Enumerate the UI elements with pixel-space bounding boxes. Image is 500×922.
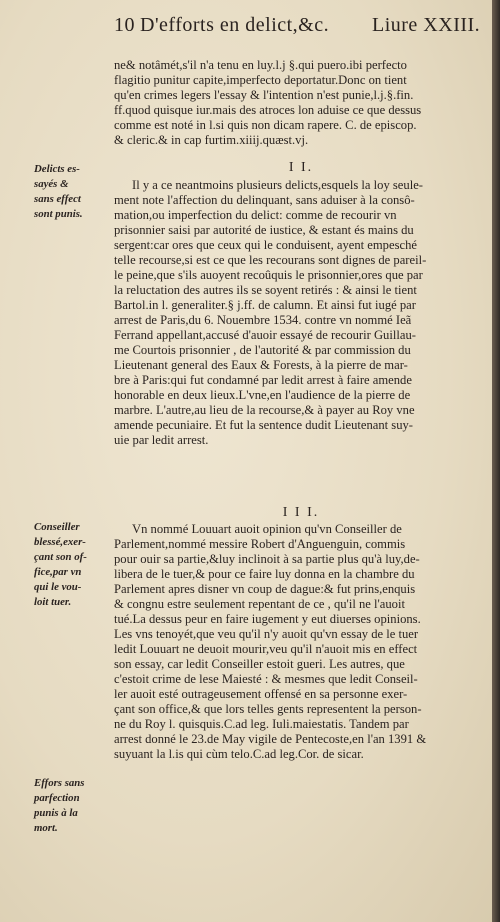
text-line: uie par ledit arrest. (114, 433, 209, 447)
text-line: arrest donné le 23.de May vigile de Pentecoste,en l'an 1391 & (114, 732, 427, 746)
text-line: la reluctation des autres ils se soyent retirés : & ainsi le tient (114, 283, 417, 297)
text-line: flagitio punitur capite,imperfecto deportatur.Donc on tient (114, 73, 407, 87)
text-line: ff.quod quisque iur.mais des atroces lon aduise ce que dessus (114, 103, 422, 117)
text-line: suyuant la l.is qui cùm telo.C.ad leg.Cor. de sicar. (114, 747, 364, 761)
text-line: ne& notâmét,s'il n'a tenu en luy.l.j §.qui puero.ibi perfecto (114, 58, 407, 72)
text-line: arrest de Paris,du 6. Nouembre 1534. contre vn nommé Ieã (114, 313, 412, 327)
text-line: le peine,que s'ils auoyent recoûquis le prisonnier,ores que par (114, 268, 423, 282)
text-line: Il y a ce neantmoins plusieurs delicts,esquels la loy seule- (132, 178, 423, 192)
margin-note-line: loit tuer. (34, 596, 72, 608)
book-label: Liure XXIII. (372, 14, 481, 36)
margin-note-line: fice,par vn (34, 566, 82, 578)
text-line: pour ouir sa partie,&luy inclinoit à sa partie plus qu'à luy,de- (114, 552, 420, 566)
section-iii-paragraph (114, 522, 488, 762)
text-line: honorable en deux lieux.L'vne,en l'audience de la pierre de (114, 388, 411, 402)
margin-note-line: blessé,exer- (34, 536, 86, 548)
continuation-paragraph (114, 58, 488, 148)
page-number: 10 (114, 14, 135, 36)
text-line: c'estoit crime de lese Maiesté : & mesmes que ledit Conseil- (114, 672, 418, 686)
text-line: Bartol.in l. generaliter.§ j.ff. de calumn. Et ainsi fut iugé par (114, 298, 416, 312)
margin-note-line: Delicts es- (34, 163, 80, 175)
text-line: bre à Paris:qui fut condamné par ledit arrest à faire amende (114, 373, 412, 387)
margin-note-line: Conseiller (34, 521, 80, 533)
text-line: & congnu estre seulement repentant de ce , qu'il ne l'auoit (114, 597, 405, 611)
text-line: Lieutenant general des Eaux & Forests, à la pierre de mar- (114, 358, 408, 372)
section-ii-paragraph (114, 178, 488, 448)
text-line: marbre. L'autre,au lieu de la recourse,& à payer au Roy vne (114, 403, 415, 417)
margin-note-line: punis à la (34, 807, 78, 819)
text-line: Parlement,nommé messire Robert d'Anguenguin, commis (114, 537, 406, 551)
running-title: D'efforts en delict,&c. (140, 14, 330, 36)
text-line: sergent:car ores que ceux qui le conduisent, ayent empesché (114, 238, 417, 252)
text-line: & cleric.& in cap furtim.xiiij.quæst.vj. (114, 133, 309, 147)
text-line: ledit Louuart ne deuoit mourir,veu qu'il n'auoit mis en effect (114, 642, 418, 656)
section-heading-ii: I I. (288, 160, 314, 175)
margin-note-line: mort. (34, 822, 58, 834)
text-line: qu'en crimes legers l'essay & l'intention n'est punie,l.j.§.fin. (114, 88, 414, 102)
margin-note-line: sont punis. (34, 208, 83, 220)
text-line: comme est noté in l.si quis non dicam rapere. C. de episcop. (114, 118, 417, 132)
margin-note-delicts (34, 162, 112, 222)
text-line: ne du Roy l. quisquis.C.ad leg. Iuli.maiestatis. Tandem par (114, 717, 409, 731)
text-line: me Courtois prisonnier , de l'autorité & par commission du (114, 343, 411, 357)
text-line: tué.La dessus peur en faire iugement y eut diuerses opinions. (114, 612, 421, 626)
text-line: Ferrand appellant,accusé d'auoir essayé de recourir Guillau- (114, 328, 416, 342)
margin-note-conseiller (34, 520, 112, 610)
text-line: Les vns tenoyét,que veu qu'il n'y auoit qu'vn essay de le tuer (114, 627, 419, 641)
margin-note-effors (34, 776, 112, 836)
text-line: Parlement apres disner vn coup de dague:& fut prins,enquis (114, 582, 416, 596)
running-head (0, 14, 492, 44)
margin-note-line: sayés & (34, 178, 69, 190)
text-line: mation,ou imperfection du delict: comme de recourir vn (114, 208, 397, 222)
margin-note-line: çant son of- (34, 551, 87, 563)
margin-note-line: Effors sans (34, 777, 85, 789)
margin-note-line: parfection (34, 792, 80, 804)
text-line: ler auoit esté outrageusement offensé en sa personne exer- (114, 687, 408, 701)
margin-note-line: sans effect (34, 193, 81, 205)
text-line: son essay, car ledit Conseiller estoit gueri. Les autres, que (114, 657, 405, 671)
section-heading-iii: I I I. (282, 505, 320, 520)
text-line: Vn nommé Louuart auoit opinion qu'vn Conseiller de (132, 522, 402, 536)
text-line: telle recourse,si est ce que les recourans sont dignes de pareil- (114, 253, 427, 267)
text-line: çant son office,& que lors telles gents representent la person- (114, 702, 422, 716)
margin-note-line: qui le vou- (34, 581, 82, 593)
text-line: amende pecuniaire. Et fut la sentence dudit Lieutenant suy- (114, 418, 413, 432)
text-line: ment note l'affection du delinquant, sans aduiser à la consô- (114, 193, 415, 207)
book-gutter (492, 0, 500, 922)
text-line: prisonnier saisi par autorité de iustice, & estant és mains du (114, 223, 414, 237)
text-line: libera de le tuer,& pour ce faire luy donna en la chambre du (114, 567, 415, 581)
